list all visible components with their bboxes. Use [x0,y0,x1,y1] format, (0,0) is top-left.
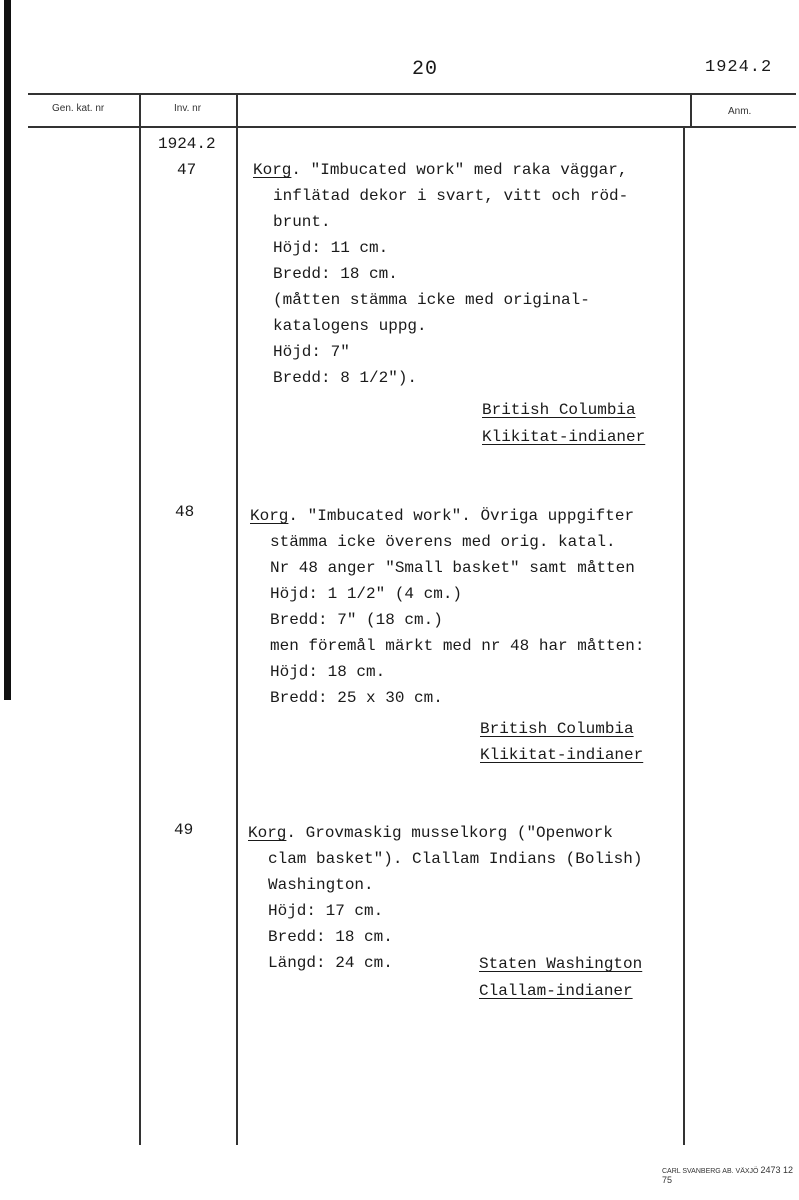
entry-place: British Columbia [482,401,636,419]
printer-imprint [662,1165,799,1185]
entry-place: Staten Washington [479,955,643,973]
desc-line: (måtten stämma icke med original- [273,291,590,309]
entry-48-description [250,503,644,711]
column-divider-1 [139,93,141,1145]
inv-number: 49 [174,821,194,839]
desc-line: Bredd: 25 x 30 cm. [270,689,443,707]
desc-line: Höjd: 18 cm. [270,663,386,681]
column-divider-3-header [690,93,692,127]
desc-line: Höjd: 7" [273,343,350,361]
column-divider-2 [236,93,238,1145]
entry-people: Klikitat-indianer [480,746,644,764]
entry-people: Klikitat-indianer [482,428,646,446]
accession-heading: 1924.2 [158,135,216,153]
desc-line: Bredd: 18 cm. [268,928,393,946]
form-number: 2473 12 75 [662,1165,793,1185]
desc-line: katalogens uppg. [273,317,427,335]
entry-first-line: Korg. Grovmaskig musselkorg ("Openwork [248,824,613,842]
desc-line: Bredd: 8 1/2"). [273,369,418,387]
entry-first-line: Korg. "Imbucated work" med raka väggar, [253,161,628,179]
header-top-rule [28,93,796,95]
header-inv-nr: Inv. nr [174,103,202,114]
desc-line: inflätad dekor i svart, vitt och röd- [273,187,629,205]
column-divider-3 [683,127,685,1145]
desc-line: Nr 48 anger "Small basket" samt måtten [270,559,635,577]
header-gen-kat-nr: Gen. kat. nr [52,103,105,114]
inv-number: 47 [177,161,197,179]
desc-line: men föremål märkt med nr 48 har måtten: [270,637,645,655]
desc-line: Höjd: 11 cm. [273,239,389,257]
desc-line: Höjd: 1 1/2" (4 cm.) [270,585,463,603]
entry-first-line: Korg. "Imbucated work". Övriga uppgifter [250,507,635,525]
binding-edge-mark [4,0,11,700]
desc-line: Bredd: 7" (18 cm.) [270,611,443,629]
desc-line: Washington. [268,876,374,894]
desc-line: Längd: 24 cm. [268,954,393,972]
desc-line: Höjd: 17 cm. [268,902,384,920]
entry-47-description [253,157,628,391]
object-label: Korg [248,824,287,842]
page-number: 20 [412,58,439,81]
object-label: Korg [253,161,292,179]
printer-name: CARL SVANBERG AB. VÄXJÖ [662,1168,759,1175]
desc-line: stämma icke överens med orig. katal. [270,533,616,551]
header-anm: Anm. [728,106,752,117]
entry-people: Clallam-indianer [479,982,633,1000]
desc-line: Bredd: 18 cm. [273,265,398,283]
entry-place: British Columbia [480,720,634,738]
desc-line: clam basket"). Clallam Indians (Bolish) [268,850,643,868]
desc-line: brunt. [273,213,331,231]
object-label: Korg [250,507,289,525]
inv-number: 48 [175,503,195,521]
page-accession-code: 1924.2 [705,58,773,77]
header-bottom-rule [28,126,796,128]
